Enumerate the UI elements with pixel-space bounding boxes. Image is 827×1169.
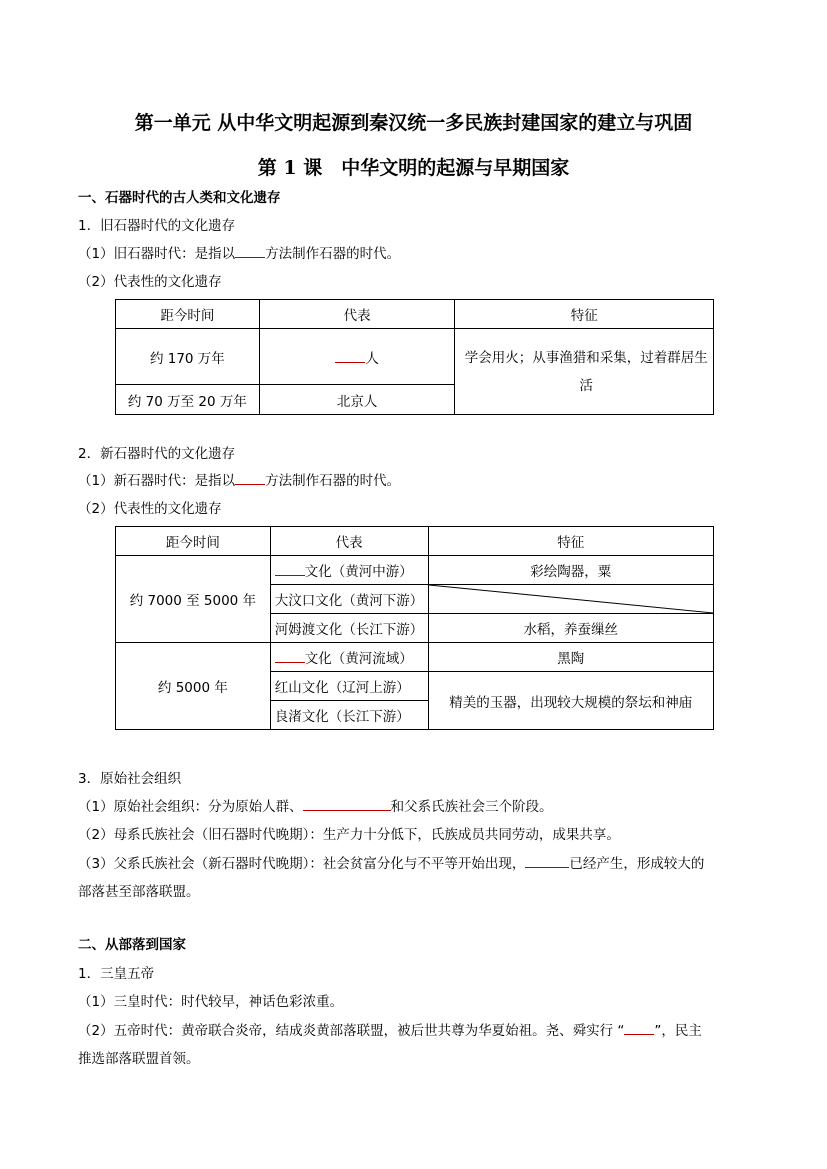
- paragraph-line: 推选部落联盟首领。: [78, 1051, 200, 1067]
- section-heading-1: 一、石器时代的古人类和文化遗存: [78, 190, 281, 206]
- paragraph-line: 部落甚至部落联盟。: [78, 884, 200, 900]
- section-heading-2: 二、从部落到国家: [78, 937, 186, 953]
- table-cell: 约 5000 年: [116, 643, 271, 730]
- table-cell: 河姆渡文化（长江下游）: [270, 614, 428, 643]
- subsection-title-1-2: 2．新石器时代的文化遗存: [78, 446, 236, 462]
- text: 人: [365, 350, 379, 367]
- table-header: 代表: [270, 527, 428, 556]
- text: 已经产生，形成较大的: [569, 856, 705, 872]
- text: （1）原始社会组织：分为原始人群、: [78, 799, 303, 815]
- table-cell: [270, 643, 428, 672]
- unit-title: 第一单元 从中华文明起源到秦汉统一多民族封建国家的建立与巩固: [134, 112, 693, 134]
- table-cell: 大汶口文化（黄河下游）: [270, 585, 428, 614]
- text: （2）五帝时代：黄帝联合炎帝，结成炎黄部落联盟，被后世共尊为华夏始祖。尧、舜实行 “: [78, 1023, 625, 1039]
- neolithic-table: [115, 526, 714, 730]
- fill-blank[interactable]: [303, 796, 391, 811]
- table-cell: [259, 329, 455, 385]
- table-cell: 精美的玉器，出现较大规模的祭坛和神庙: [428, 672, 713, 730]
- fill-blank[interactable]: [525, 853, 569, 868]
- text: 方法制作石器的时代。: [265, 473, 401, 489]
- table-header: 特征: [455, 300, 714, 329]
- paragraph-line: （2）母系氏族社会（旧石器时代晚期）：生产力十分低下，氏族成员共同劳动，成果共享。: [78, 827, 620, 843]
- table-header: 代表: [259, 300, 455, 329]
- fill-blank[interactable]: [235, 470, 265, 485]
- paragraph-line: （1）三皇时代：时代较早，神话色彩浓重。: [78, 994, 344, 1010]
- text: 文化（黄河流域）: [304, 651, 413, 667]
- fill-blank[interactable]: [335, 348, 365, 363]
- table-header: 距今时间: [116, 300, 260, 329]
- table-cell: 约 7000 至 5000 年: [116, 556, 271, 643]
- table-cell: 良渚文化（长江下游）: [270, 701, 428, 730]
- table-row: [116, 329, 714, 385]
- subsection-title-1-3: 3．原始社会组织: [78, 771, 182, 787]
- paragraph-line: [78, 852, 704, 872]
- text: 方法制作石器的时代。: [265, 246, 401, 262]
- table-cell: 学会用火；从事渔猎和采集，过着群居生活: [455, 329, 714, 415]
- text: （3）父系氏族社会（新石器时代晚期）：社会贫富分化与不平等开始出现，: [78, 856, 526, 872]
- subsection-title-2-1: 1．三皇五帝: [78, 966, 155, 982]
- table-cell: 水稻，养蚕缫丝: [428, 614, 713, 643]
- table-row: [116, 643, 714, 672]
- table-cell: 约 170 万年: [116, 329, 260, 385]
- table-cell: 红山文化（辽河上游）: [270, 672, 428, 701]
- text: （1）旧石器时代：是指以: [78, 246, 236, 262]
- table-header: 特征: [428, 527, 713, 556]
- fill-blank[interactable]: [275, 648, 305, 663]
- text: 文化（黄河中游）: [304, 564, 413, 580]
- paleolithic-table: [115, 299, 714, 415]
- table-cell: 彩绘陶器，粟: [428, 556, 713, 585]
- paragraph-line: （2）代表性的文化遗存: [78, 501, 222, 517]
- table-header: 距今时间: [116, 527, 271, 556]
- text: 和父系氏族社会三个阶段。: [390, 799, 553, 815]
- fill-blank[interactable]: [235, 243, 265, 258]
- lesson-title: 第 1 课 中华文明的起源与早期国家: [257, 157, 570, 179]
- fill-blank[interactable]: [275, 561, 305, 576]
- paragraph-line: （2）代表性的文化遗存: [78, 274, 222, 290]
- fill-blank[interactable]: [624, 1020, 654, 1035]
- text: （1）新石器时代：是指以: [78, 473, 236, 489]
- table-cell: 约 70 万至 20 万年: [116, 385, 260, 415]
- diagonal-line: [429, 585, 713, 613]
- table-header-row: [116, 527, 714, 556]
- paragraph-line: [78, 242, 400, 262]
- paragraph-line: [78, 795, 553, 815]
- text: ”，民主: [654, 1023, 702, 1039]
- table-row: [116, 556, 714, 585]
- diagonal-empty-cell: [428, 585, 713, 614]
- table-cell: 北京人: [259, 385, 455, 415]
- table-cell: 黑陶: [428, 643, 713, 672]
- subsection-title-1-1: 1．旧石器时代的文化遗存: [78, 218, 236, 234]
- paragraph-line: [78, 469, 400, 489]
- table-header-row: [116, 300, 714, 329]
- table-cell: [270, 556, 428, 585]
- paragraph-line: [78, 1019, 702, 1039]
